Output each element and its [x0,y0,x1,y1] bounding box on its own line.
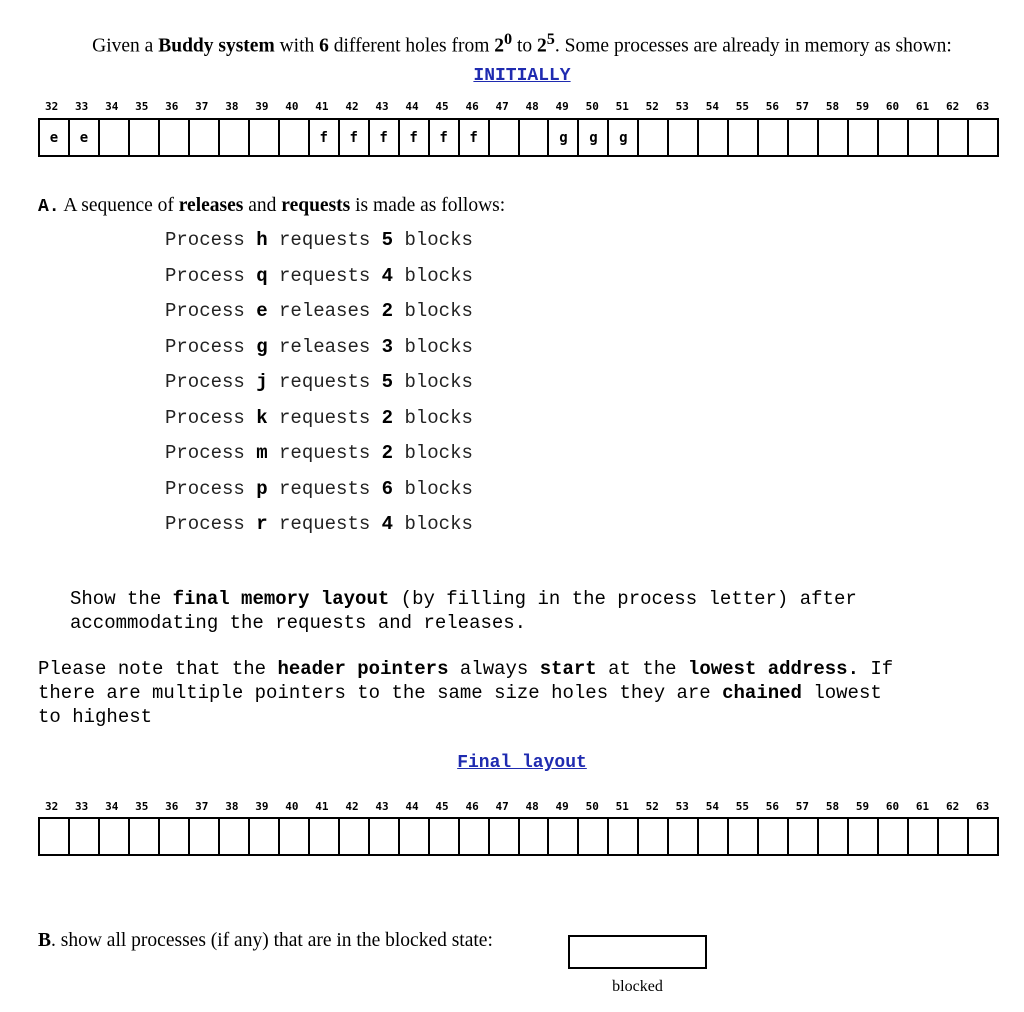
note-text: lowest to highest [38,682,882,728]
op-text: requests [267,442,382,464]
show-bold: final memory layout [172,588,390,610]
memory-cell [639,120,669,155]
address-label: 54 [705,100,719,113]
op-text: blocks [393,300,473,322]
op-process: k [256,406,268,429]
intro-text: to [512,35,538,57]
intro-text: different holes from [328,35,495,57]
memory-cell [789,120,819,155]
address-label: 39 [255,800,269,813]
memory-cell: f [430,120,460,155]
memory-cell: f [400,120,430,155]
memory-cell[interactable] [370,819,400,854]
intro-text: . Some processes are already in memory as shown: [554,35,952,57]
address-label: 50 [585,100,599,113]
op-process: g [256,335,268,358]
memory-cell[interactable] [609,819,639,854]
address-label: 48 [525,800,539,813]
memory-cell [190,120,220,155]
memory-cell[interactable] [549,819,579,854]
operation-line [165,442,473,478]
memory-cell[interactable] [639,819,669,854]
address-label: 46 [465,100,479,113]
address-label: 47 [495,100,509,113]
memory-cell [729,120,759,155]
address-label: 46 [465,800,479,813]
memory-cell[interactable] [939,819,969,854]
memory-cell[interactable] [130,819,160,854]
memory-cell [669,120,699,155]
intro-text: Given a [92,35,159,57]
op-text: requests [267,513,382,535]
memory-cell[interactable] [669,819,699,854]
memory-cell[interactable] [909,819,939,854]
memory-cell: f [460,120,490,155]
memory-cell: f [370,120,400,155]
memory-cell[interactable] [430,819,460,854]
memory-cell [250,120,280,155]
op-text: Process [165,513,257,535]
operation-line [165,300,473,336]
part-a-bold: releases [178,195,244,216]
memory-cell[interactable] [40,819,70,854]
memory-cell[interactable] [579,819,609,854]
memory-cell[interactable] [729,819,759,854]
address-label: 50 [585,800,599,813]
memory-cell [220,120,250,155]
note-bold: lowest address. [687,658,859,680]
address-label: 36 [165,800,179,813]
part-a-intro [38,195,505,217]
address-label: 63 [975,100,990,113]
op-count: 4 [381,513,394,535]
op-count: 2 [381,442,394,464]
memory-cell[interactable] [400,819,430,854]
address-label: 51 [615,800,629,813]
memory-cell: f [310,120,340,155]
memory-cell: e [70,120,100,155]
op-count: 2 [381,300,394,322]
address-label: 44 [405,800,419,813]
memory-cell [819,120,849,155]
power-base: 2 [494,35,504,57]
memory-cell: g [579,120,609,155]
address-label: 45 [435,100,449,113]
show-instruction [70,587,857,635]
memory-cell: g [609,120,639,155]
note-text: Please note that the [38,658,278,680]
part-a-text: and [243,195,282,216]
address-label: 60 [885,800,900,813]
note-bold: header pointers [277,658,449,680]
address-label: 38 [225,100,239,113]
note-bold: chained [722,682,802,704]
address-label: 34 [105,100,119,113]
memory-cell[interactable] [520,819,550,854]
address-label: 38 [225,800,239,813]
memory-cell [909,120,939,155]
power-base: 2 [537,35,547,57]
address-label: 60 [885,100,900,113]
address-label: 57 [795,100,810,113]
address-label: 45 [435,800,449,813]
operation-list [165,229,473,549]
operation-line [165,229,473,265]
op-text: requests [267,406,382,429]
op-process: m [256,442,268,464]
address-label: 58 [825,100,840,113]
op-count: 6 [381,477,394,500]
memory-cell: f [340,120,370,155]
op-text: blocks [393,371,473,393]
address-label: 59 [855,800,870,813]
address-label: 32 [45,800,59,813]
intro-bold-buddy: Buddy system [158,35,275,57]
part-a-text: is made as follows: [350,195,506,216]
address-label: 55 [735,800,749,813]
memory-cell[interactable] [819,819,849,854]
address-label: 41 [315,100,329,113]
final-memory-grid [38,817,999,856]
op-count: 3 [381,335,394,358]
memory-cell[interactable] [250,819,280,854]
blocked-caption: blocked [612,978,663,995]
memory-cell [759,120,789,155]
operation-line [165,336,473,372]
address-label: 56 [765,800,780,813]
address-label: 41 [315,800,329,813]
show-text: (by filling in the process letter) after accommodating the requests and releases. [70,588,857,634]
power-exponent: 0 [503,30,513,48]
op-process: e [256,300,268,322]
address-label: 43 [375,100,389,113]
address-label: 49 [555,100,569,113]
address-label: 43 [375,800,389,813]
address-label: 53 [675,100,689,113]
address-label: 57 [795,800,810,813]
memory-cell: g [549,120,579,155]
address-label: 47 [495,800,509,813]
address-label: 62 [945,100,960,113]
address-label: 35 [135,100,149,113]
op-count: 5 [381,229,394,251]
op-count: 5 [381,371,394,393]
address-label: 63 [975,800,990,813]
op-text: Process [165,335,257,358]
operation-line [165,478,473,514]
address-label: 37 [195,100,209,113]
memory-cell[interactable] [340,819,370,854]
address-label: 51 [615,100,629,113]
address-label: 48 [525,100,539,113]
note-text: always [448,658,540,680]
memory-cell[interactable] [969,819,997,854]
memory-cell[interactable] [759,819,789,854]
address-label: 53 [675,800,689,813]
address-label: 56 [765,100,780,113]
address-label: 37 [195,800,209,813]
address-label: 55 [735,100,749,113]
memory-cell[interactable] [100,819,130,854]
memory-cell[interactable] [490,819,520,854]
intro-text: with [274,35,320,57]
memory-cell[interactable] [310,819,340,854]
address-label: 49 [555,800,569,813]
op-text: blocks [393,477,473,500]
op-process: q [256,264,268,287]
blocked-answer-box[interactable] [568,935,707,969]
address-label: 54 [705,800,719,813]
operation-line [165,265,473,301]
operation-line [165,371,473,407]
op-text: Process [165,300,257,322]
address-label: 61 [915,800,930,813]
memory-cell[interactable] [220,819,250,854]
memory-cell[interactable] [879,819,909,854]
address-label: 44 [405,100,419,113]
address-label: 62 [945,800,960,813]
op-text: requests [267,264,382,287]
part-b-text: . show all processes (if any) that are in the blocked state: [51,930,493,951]
op-text: blocks [393,229,473,251]
part-b-label: B [38,930,52,951]
op-text: blocks [393,406,473,429]
op-text: blocks [393,442,473,464]
op-text: requests [267,229,382,251]
memory-cell[interactable] [160,819,190,854]
memory-cell [490,120,520,155]
part-b-question [38,930,493,952]
op-text: releases [267,335,382,358]
memory-cell[interactable] [280,819,310,854]
op-text: releases [267,300,382,322]
memory-cell[interactable] [190,819,220,854]
memory-cell[interactable] [849,819,879,854]
op-text: Process [165,477,257,500]
address-label: 32 [45,100,59,113]
address-label: 42 [345,800,359,813]
op-process: h [256,229,268,251]
address-label: 61 [915,100,930,113]
address-label: 34 [105,800,119,813]
note-text: If there are multiple pointers to the same size holes they are [38,658,894,704]
op-text: blocks [393,335,473,358]
address-label: 33 [75,800,89,813]
operation-line [165,407,473,443]
op-process: p [256,477,268,500]
memory-cell: e [40,120,70,155]
address-label: 40 [285,800,299,813]
op-text: requests [267,371,382,393]
address-label: 36 [165,100,179,113]
operation-line [165,513,473,549]
op-process: r [256,513,268,535]
intro-bold-count: 6 [319,35,329,57]
initially-heading: INITIALLY [473,66,571,86]
memory-cell[interactable] [789,819,819,854]
address-label: 35 [135,800,149,813]
address-label: 59 [855,100,870,113]
memory-cell [130,120,160,155]
part-a-bold: requests [281,195,351,216]
op-text: Process [165,442,257,464]
memory-cell [969,120,997,155]
op-text: Process [165,264,257,287]
op-text: blocks [393,513,473,535]
pointer-note [38,657,893,729]
address-label: 58 [825,800,840,813]
address-label: 52 [645,800,659,813]
address-label: 40 [285,100,299,113]
address-label: 39 [255,100,269,113]
show-text: Show the [70,588,173,610]
op-text: requests [267,477,382,500]
note-bold: start [539,658,597,680]
op-text: Process [165,229,257,251]
op-process: j [256,371,268,393]
power-exponent: 5 [546,30,555,48]
memory-cell[interactable] [699,819,729,854]
op-count: 2 [381,406,394,429]
memory-cell [939,120,969,155]
part-a-label: A. [38,197,60,217]
op-text: blocks [393,264,473,287]
final-layout-heading: Final layout [457,753,587,773]
address-label: 33 [75,100,89,113]
op-text: Process [165,406,257,429]
initial-memory-grid [38,118,999,157]
intro-sentence [0,30,1024,58]
address-label: 52 [645,100,659,113]
memory-cell [520,120,550,155]
memory-cell[interactable] [70,819,100,854]
note-text: at the [596,658,688,680]
memory-cell [100,120,130,155]
part-a-text: A sequence of [59,195,179,216]
memory-cell [879,120,909,155]
memory-cell [849,120,879,155]
op-count: 4 [381,264,394,287]
memory-cell [280,120,310,155]
memory-cell[interactable] [460,819,490,854]
op-text: Process [165,371,257,393]
memory-cell [160,120,190,155]
memory-cell [699,120,729,155]
address-label: 42 [345,100,359,113]
